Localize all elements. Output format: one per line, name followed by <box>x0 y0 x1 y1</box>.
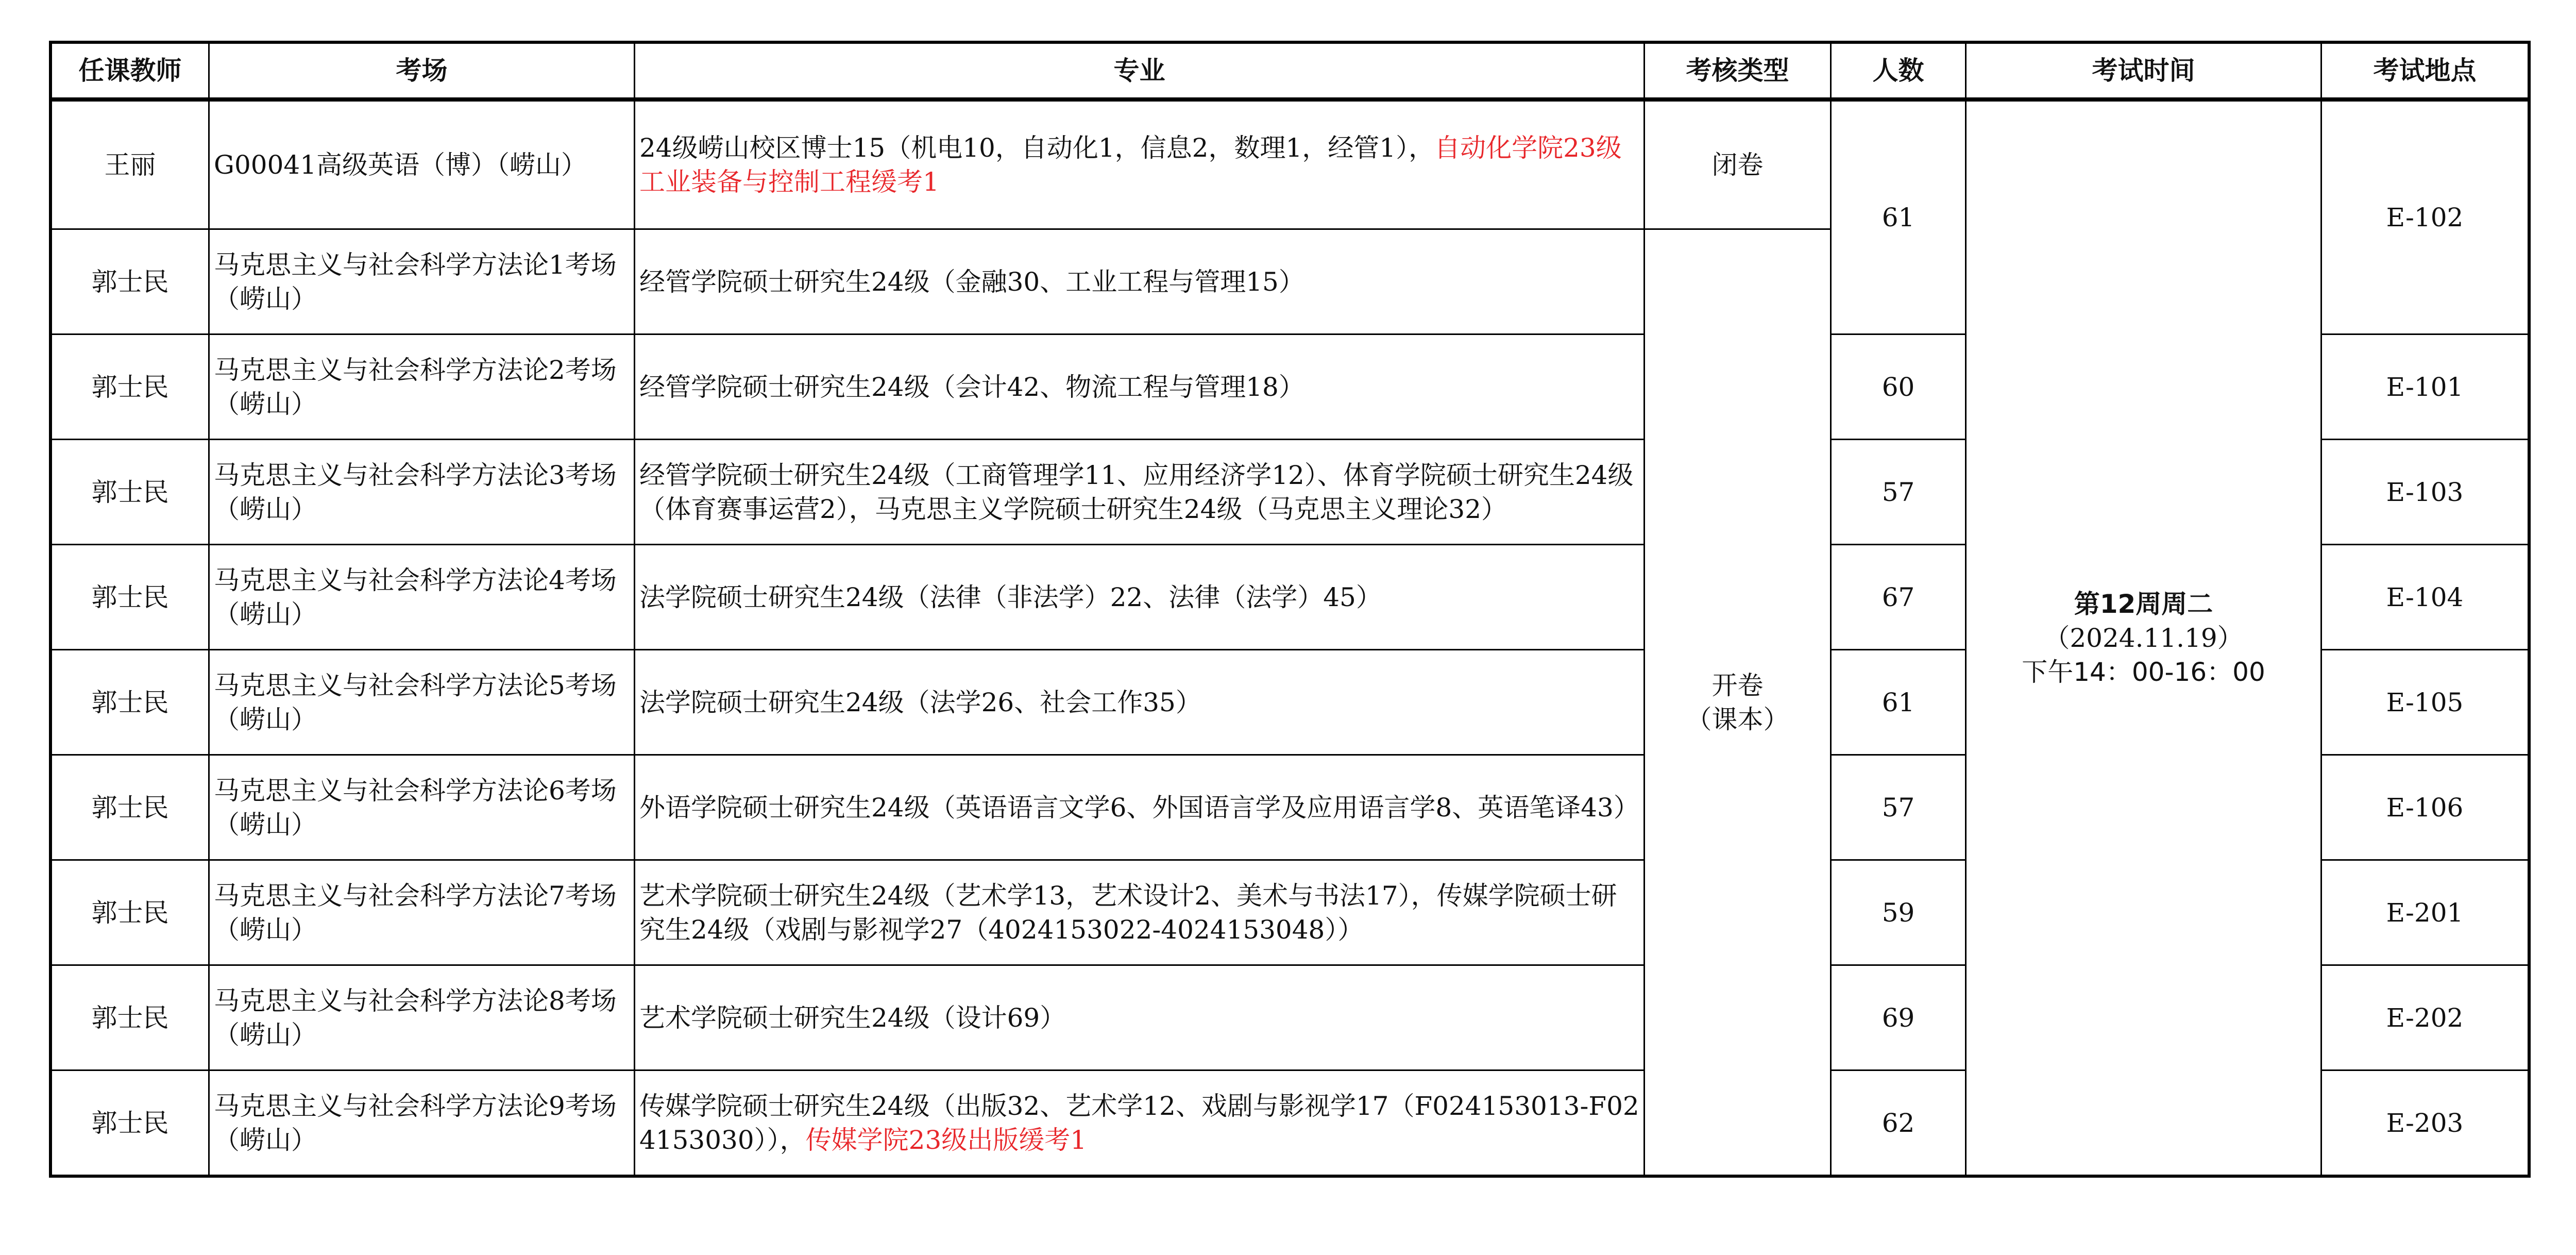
major-cell <box>635 1070 1645 1176</box>
place-cell-merged: E-102 <box>2321 99 2529 334</box>
teacher-cell: 郭士民 <box>52 860 209 965</box>
teacher-cell: 郭士民 <box>52 545 209 650</box>
type-cell-closed: 闭卷 <box>1645 99 1831 229</box>
teacher-cell: 王丽 <box>52 99 209 229</box>
teacher-cell: 郭士民 <box>52 229 209 334</box>
major-cell: 经管学院硕士研究生24级（金融30、工业工程与管理15） <box>635 229 1645 334</box>
major-cell: 经管学院硕士研究生24级（工商管理学11、应用经济学12）、体育学院硕士研究生24级（体育赛事运营2），马克思主义学院硕士研究生24级（马克思主义理论32） <box>635 440 1645 545</box>
room-cell: 马克思主义与社会科学方法论3考场（崂山） <box>209 440 635 545</box>
teacher-cell: 郭士民 <box>52 755 209 860</box>
header-type: 考核类型 <box>1645 43 1831 100</box>
room-cell: 马克思主义与社会科学方法论2考场（崂山） <box>209 334 635 440</box>
teacher-cell: 郭士民 <box>52 965 209 1070</box>
major-cell: 艺术学院硕士研究生24级（设计69） <box>635 965 1645 1070</box>
major-cell <box>635 99 1645 229</box>
place-cell: E-103 <box>2321 440 2529 545</box>
open-type-sublabel: （课本） <box>1686 704 1789 734</box>
room-cell: 马克思主义与社会科学方法论7考场（崂山） <box>209 860 635 965</box>
place-cell: E-202 <box>2321 965 2529 1070</box>
major-cell: 法学院硕士研究生24级（法学26、社会工作35） <box>635 650 1645 755</box>
teacher-cell: 郭士民 <box>52 440 209 545</box>
exam-date: （2024.11.19） <box>2044 623 2243 653</box>
header-major: 专业 <box>635 43 1645 100</box>
exam-schedule-table <box>50 42 2529 1176</box>
place-cell: E-106 <box>2321 755 2529 860</box>
room-cell: 马克思主义与社会科学方法论9考场（崂山） <box>209 1070 635 1176</box>
place-cell: E-203 <box>2321 1070 2529 1176</box>
room-cell: 马克思主义与社会科学方法论8考场（崂山） <box>209 965 635 1070</box>
room-cell: 马克思主义与社会科学方法论5考场（崂山） <box>209 650 635 755</box>
major-text: 传媒学院硕士研究生24级（出版32、艺术学12、戏剧与影视学17（F024153013-F024153030））， <box>639 1091 1639 1155</box>
exam-week-day: 第12周周二 <box>2074 589 2213 619</box>
place-cell: E-104 <box>2321 545 2529 650</box>
count-cell: 61 <box>1831 650 1966 755</box>
major-cell: 外语学院硕士研究生24级（英语语言文学6、外国语言学及应用语言学8、英语笔译43） <box>635 755 1645 860</box>
major-cell: 艺术学院硕士研究生24级（艺术学13，艺术设计2、美术与书法17），传媒学院硕士研究生24级（戏剧与影视学27（4024153022-4024153048）） <box>635 860 1645 965</box>
count-cell: 59 <box>1831 860 1966 965</box>
table-row <box>52 99 2529 229</box>
count-cell: 57 <box>1831 440 1966 545</box>
count-cell: 69 <box>1831 965 1966 1070</box>
type-cell-open <box>1645 229 1831 1176</box>
header-row <box>52 43 2529 100</box>
major-note-red: 自动化学院23级工业装备与控制工程缓考1 <box>639 133 1622 197</box>
teacher-cell: 郭士民 <box>52 1070 209 1176</box>
header-teacher: 任课教师 <box>52 43 209 100</box>
header-time: 考试时间 <box>1966 43 2321 100</box>
major-cell: 经管学院硕士研究生24级（会计42、物流工程与管理18） <box>635 334 1645 440</box>
room-cell: 马克思主义与社会科学方法论1考场（崂山） <box>209 229 635 334</box>
open-type-label: 开卷 <box>1711 670 1764 700</box>
count-cell: 60 <box>1831 334 1966 440</box>
exam-time-range: 下午14：00-16：00 <box>2022 657 2265 687</box>
room-cell: 马克思主义与社会科学方法论6考场（崂山） <box>209 755 635 860</box>
teacher-cell: 郭士民 <box>52 334 209 440</box>
count-cell: 62 <box>1831 1070 1966 1176</box>
header-room: 考场 <box>209 43 635 100</box>
major-note-red: 传媒学院23级出版缓考1 <box>805 1125 1087 1155</box>
place-cell: E-105 <box>2321 650 2529 755</box>
teacher-cell: 郭士民 <box>52 650 209 755</box>
exam-time-cell <box>1966 99 2321 1176</box>
major-cell: 法学院硕士研究生24级（法律（非法学）22、法律（法学）45） <box>635 545 1645 650</box>
header-place: 考试地点 <box>2321 43 2529 100</box>
count-cell: 57 <box>1831 755 1966 860</box>
room-cell: G00041高级英语（博）（崂山） <box>209 99 635 229</box>
count-cell-merged: 61 <box>1831 99 1966 334</box>
header-count: 人数 <box>1831 43 1966 100</box>
count-cell: 67 <box>1831 545 1966 650</box>
major-text: 24级崂山校区博士15（机电10，自动化1，信息2，数理1，经管1）， <box>639 133 1435 163</box>
place-cell: E-201 <box>2321 860 2529 965</box>
place-cell: E-101 <box>2321 334 2529 440</box>
room-cell: 马克思主义与社会科学方法论4考场（崂山） <box>209 545 635 650</box>
